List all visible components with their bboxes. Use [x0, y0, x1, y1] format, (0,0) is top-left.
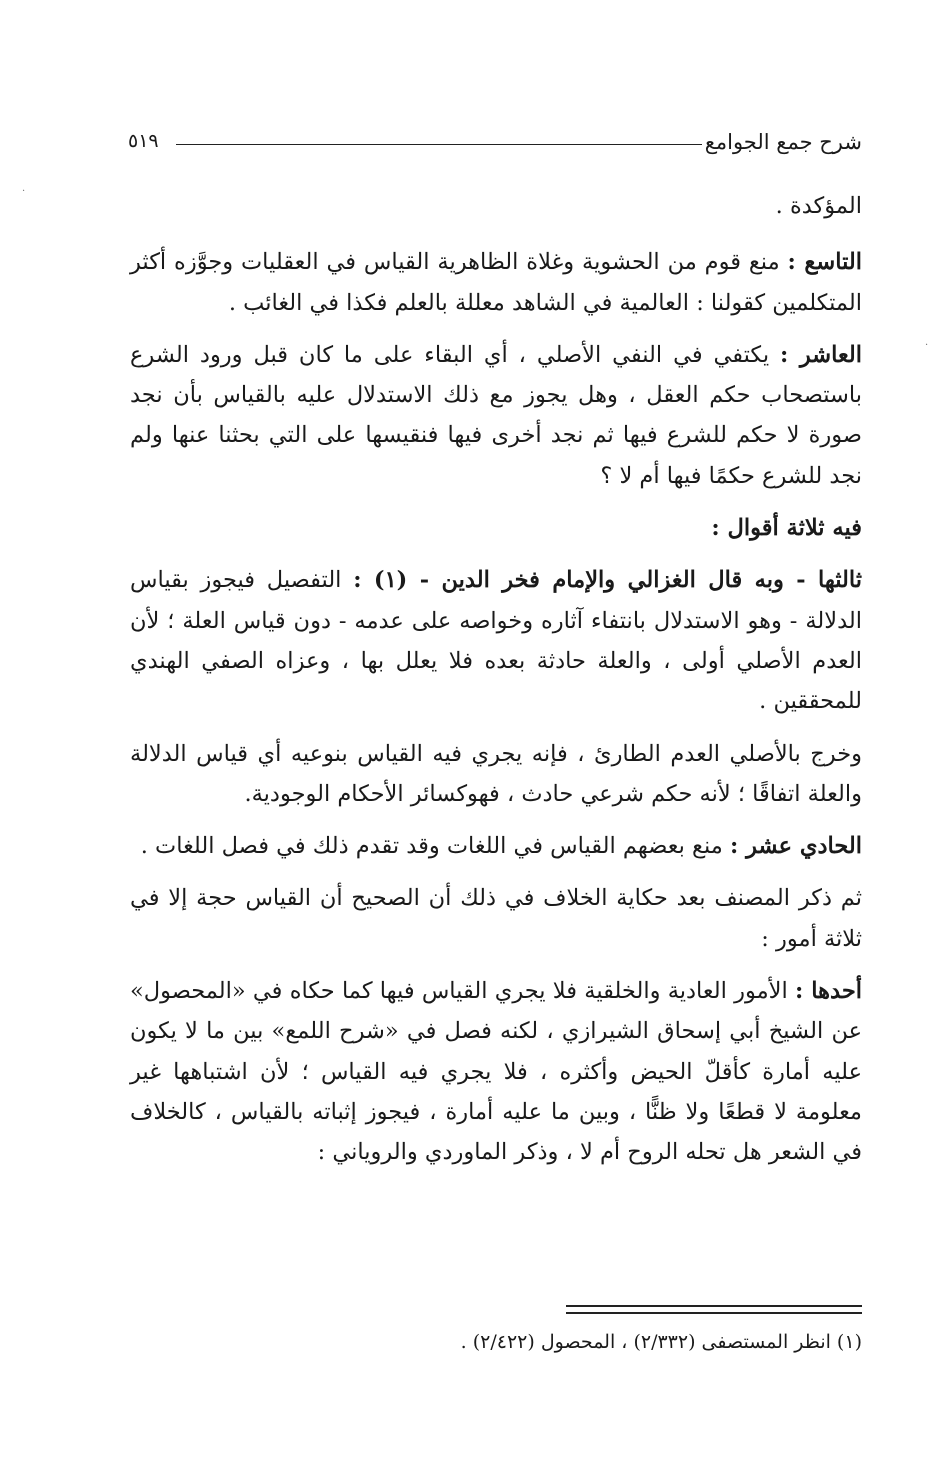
- paragraph-text: التفصيل فيجوز بقياس الدلالة - وهو الاستدلال بانتفاء آثاره وخواصه على عدمه - دون قياس العلة ؛ لأن العدم الأصلي أولى ، والعلة حادثة بعده فلا يعلل بها ، وعزاه الصفي الهندي للمحققين .: [130, 567, 862, 715]
- paragraph-third-opinion: [130, 560, 862, 721]
- paragraph-lead: العاشر :: [780, 341, 862, 368]
- paragraph-text: منع بعضهم القياس في اللغات وقد تقدم ذلك في فصل اللغات .: [140, 833, 730, 860]
- margin-mark: ·: [22, 186, 26, 197]
- paragraph-continuation: [130, 186, 862, 226]
- page-number: ٥١٩: [128, 130, 159, 152]
- header-title: شرح جمع الجوامع: [704, 130, 862, 154]
- footnote-separator: [566, 1305, 862, 1314]
- paragraph-text: الأمور العادية والخلقية فلا يجري القياس فيها كما حكاه في «المحصول» عن الشيخ أبي إسحاق الشيرازي ، لكنه فصل في «شرح اللمع» بين ما لا يكون عليه أمارة كأقلّ الحيض وأكثره ، فلا يجري فيه القياس ؛ لأن اشتباهها غير معلومة لا قطعًا ولا ظنًّا ، وبين ما عليه أمارة ، فيجوز إثباته بالقياس ، كالخلاف في الشعر هل تحله الروح أم لا ، وذكر الماوردي والروياني :: [130, 978, 862, 1166]
- paragraph-text: ثم ذكر المصنف بعد حكاية الخلاف في ذلك أن الصحيح أن القياس حجة إلا في ثلاثة أمور :: [130, 885, 862, 952]
- paragraph-lead: الحادي عشر :: [729, 833, 862, 860]
- paragraph-lead: ثالثها - وبه قال الغزالي والإمام فخر الدين - (١) :: [353, 567, 863, 594]
- paragraph-text: فيه ثلاثة أقوال :: [711, 515, 862, 542]
- paragraph-eleventh: [130, 826, 862, 866]
- paragraph-lead: التاسع :: [787, 249, 863, 276]
- paragraph-author-mention: [130, 878, 862, 959]
- footnote: (١) انظر المستصفى (٢/٣٣٢) ، المحصول (٢/٤٢٢) .: [460, 1331, 862, 1353]
- running-header: [128, 126, 862, 160]
- header-rule: [176, 144, 702, 145]
- paragraph-tenth: [130, 335, 862, 496]
- paragraph-original-excluded: [130, 734, 862, 815]
- paragraph-first-matter: [130, 971, 862, 1172]
- paragraph-text: المؤكدة .: [775, 193, 862, 219]
- paragraph-three-opinions: [130, 508, 862, 548]
- paragraph-ninth: [130, 242, 862, 323]
- paragraph-text: منع قوم من الحشوية وغلاة الظاهرية القياس في العقليات وجوَّزه أكثر المتكلمين كقولنا : العالمية في الشاهد معللة بالعلم فكذا في الغائب .: [130, 249, 862, 316]
- paragraph-text: وخرج بالأصلي العدم الطارئ ، فإنه يجري فيه القياس بنوعيه أي قياس الدلالة والعلة اتفاقًا ؛ لأنه حكم شرعي حادث ، فهوكسائر الأحكام الوجودية.: [130, 740, 862, 807]
- main-text: [130, 186, 862, 1185]
- paragraph-lead: أحدها :: [795, 978, 862, 1005]
- paragraph-text: يكتفي في النفي الأصلي ، أي البقاء على ما كان قبل ورود الشرع باستصحاب حكم العقل ، وهل يجوز مع ذلك الاستدلال عليه بالقياس بأن نجد صورة لا حكم للشرع فيها ثم نجد أخرى فيها فنقيسها على التي بحثنا عنها ولم نجد للشرع حكمًا فيها أم لا ؟: [130, 341, 862, 489]
- margin-mark: ·: [925, 340, 929, 351]
